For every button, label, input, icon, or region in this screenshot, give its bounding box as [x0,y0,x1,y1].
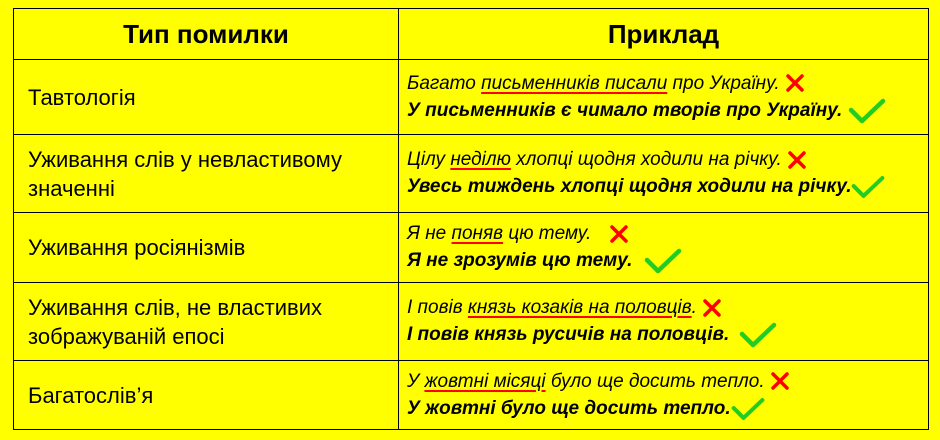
cross-icon [787,150,807,170]
error-highlight: жовтні місяці [424,370,546,392]
cross-icon [770,371,790,391]
error-highlight: неділю [450,149,511,170]
wrong-text-after: . [691,297,697,318]
cross-icon [609,224,629,244]
table-row [14,60,929,135]
error-highlight: князь козаків на половців [467,297,692,318]
correct-text: У письменників є чимало творів про Україну. [407,99,843,121]
correct-example [407,97,924,125]
correct-text: У жовтні було ще досить тепло. [407,397,731,419]
error-type: Уживання росіянізмів [14,213,399,283]
wrong-text-before: Багато [407,72,482,94]
wrong-text-before: І повів [407,297,468,318]
errors-table [13,8,929,430]
wrong-text-after: хлопці щодня ходили на річку. [510,149,782,170]
check-icon [851,173,885,201]
error-type: Уживання слів, не властивих зображуваній епосі [14,283,399,361]
wrong-example [407,70,924,97]
error-type: Багатослів’я [14,361,399,430]
correct-text: Увесь тиждень хлопці щодня ходили на річку. [407,176,852,198]
wrong-example [407,220,924,247]
wrong-text-before: Я не [407,223,452,244]
check-icon [731,395,765,423]
cross-icon [702,298,722,318]
correct-example [407,395,924,423]
example-cell [399,60,929,135]
wrong-example [407,368,924,395]
check-icon [644,247,682,275]
example-cell [399,361,929,430]
check-icon [739,321,777,349]
table-row [14,361,929,430]
header-example: Приклад [399,9,929,60]
example-cell [399,213,929,283]
example-cell [399,283,929,361]
check-icon [848,97,886,125]
wrong-text-before: У [407,370,425,392]
table-row [14,213,929,283]
wrong-text-before: Цілу [407,149,451,170]
example-cell [399,135,929,213]
wrong-text-after: було ще досить тепло. [545,370,765,392]
wrong-text-after: цю тему. [503,223,592,244]
correct-text: Я не зрозумів цю тему. [407,250,633,272]
correct-example [407,173,924,201]
error-type: Тавтологія [14,60,399,135]
table-row [14,283,929,361]
error-highlight: письменників писали [481,72,668,94]
table-row [14,135,929,213]
table-header-row [14,9,929,60]
correct-example [407,321,924,349]
wrong-example [407,294,924,321]
wrong-text-after: про Україну. [667,72,780,94]
error-highlight: поняв [451,223,504,244]
correct-text: І повів князь русичів на половців. [407,324,730,346]
error-type: Уживання слів у невластивому значенні [14,135,399,213]
correct-example [407,247,924,275]
wrong-example [407,146,924,173]
cross-icon [785,73,805,93]
header-type: Тип помилки [14,9,399,60]
